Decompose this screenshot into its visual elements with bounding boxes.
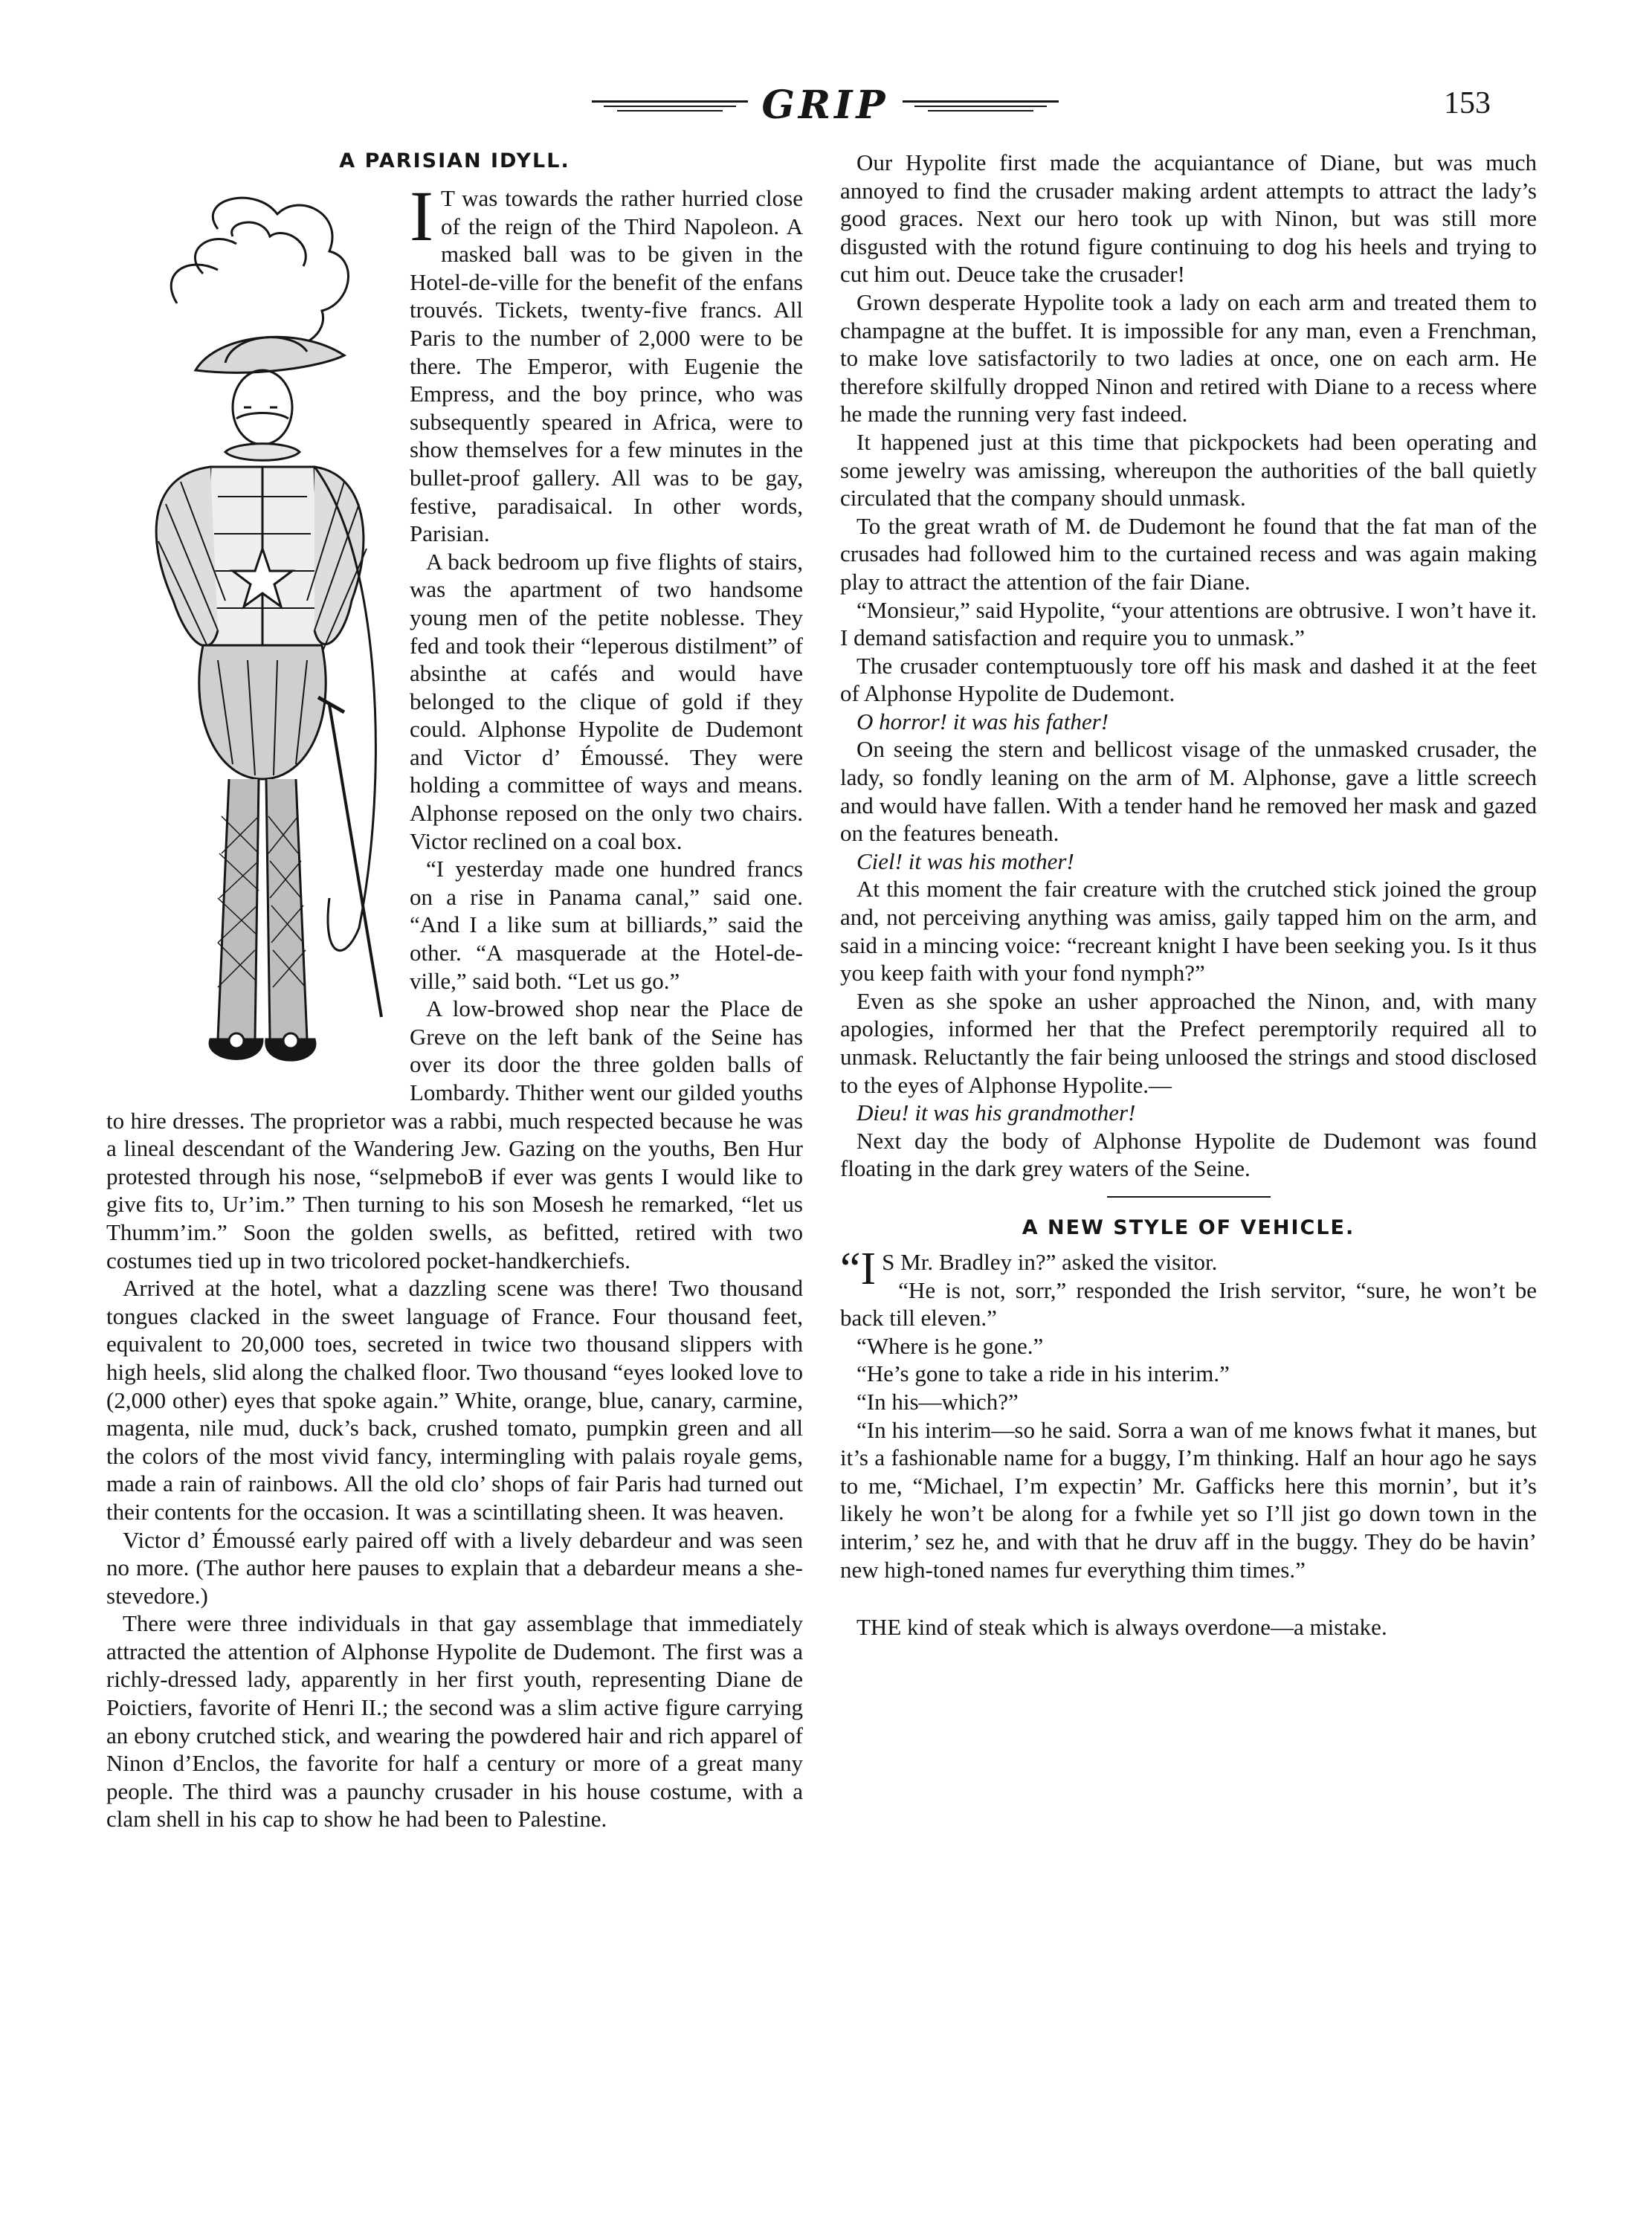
paragraph: It happened just at this time that pickpockets had been operating and some jewelry was amissing, whereupon the authorities of the ball quietly circulated that the company should unmask.: [840, 428, 1537, 511]
paragraph: Arrived at the hotel, what a dazzling scene was there! Two thousand tongues clacked in the sweet language of France. Four thousand feet, equivalent to 20,000 toes, secreted in twice two thousand slippers with high heels, slid along the chalked floor. Two thousand “eyes looked love to (2,000 other) eyes that spoke again.” White, orange, blue, canary, carmine, magenta, nile mud, duck’s back, crushed tomato, pumpkin green and all the colors of the most vivid fancy, intermingling with palais royale gems, made a rain of rainbows. All the old clo’ shops of fair Paris had turned out their contents for the occasion. It was a scintillating sheen. It was heaven.: [106, 1275, 803, 1525]
paragraph: Grown desperate Hypolite took a lady on each arm and treated them to champagne at the buffet. It is impossible for any man, even a Frenchman, to make love satisfactorily to two ladies at once, one on each arm. He therefore skilfully dropped Ninon and retired with Diane to a recess where he made the running very fast indeed.: [840, 288, 1537, 427]
paragraph: Even as she spoke an usher approached the Ninon, and, with many apologies, informed her that the Prefect peremptorily required all to unmask. Reluctantly the fair being unloosed the strings and stood disclosed to the eyes of Alphonse Hypolite.—: [840, 987, 1537, 1098]
right-column: [840, 149, 1537, 1641]
paragraph: Next day the body of Alphonse Hypolite de Dudemont was found floating in the dark grey waters of the Seine.: [840, 1127, 1537, 1182]
paragraph: On seeing the stern and bellicost visage of the unmasked crusader, the lady, so fondly leaning on the arm of M. Alphonse, gave a little screech and would have fallen. With a tender hand he removed her mask and gazed on the features beneath.: [840, 736, 1537, 847]
paragraph: “In his—which?”: [856, 1388, 1019, 1415]
masthead-title: GRIP: [761, 83, 889, 128]
left-column: [106, 149, 803, 1833]
paragraph: “He is not, sorr,” responded the Irish servitor, “sure, he won’t be back till eleven.”: [840, 1276, 1537, 1331]
exclamation-line: Dieu! it was his grandmother!: [856, 1100, 1136, 1126]
paragraph: Victor d’ Émoussé early paired off with a lively debardeur and was seen no more. (The author here pauses to explain that a debardeur means a she-stevedore.): [106, 1526, 803, 1609]
footer-text: kind of steak which is always overdone—a mistake.: [907, 1614, 1387, 1641]
article-title-parisian-idyll: A PARISIAN IDYLL.: [339, 149, 570, 172]
paragraph: “He’s gone to take a ride in his interim.”: [856, 1360, 1230, 1387]
paragraph: “Monsieur,” said Hypolite, “your attentions are obtrusive. I won’t have it. I demand satisfaction and require you to unmask.”: [840, 596, 1537, 651]
paragraph: The crusader contemptuously tore off his mask and dashed it at the feet of Alphonse Hypolite de Dudemont.: [840, 652, 1537, 707]
paragraph: A back bedroom up five flights of stairs, was the apartment of two handsome young men of the petite noblesse. They fed and took their “leperous distilment” of absinthe at cafés and would have belonged to the clique of gold if they could. Alphonse Hypolite de Dudemont and Victor d’ Émoussé. They were holding a committee of ways and means. Alphonse reposed on the only two chairs. Victor reclined on a coal box.: [410, 548, 803, 854]
paragraph: S Mr. Bradley in?” asked the visitor.: [882, 1248, 1218, 1275]
cavalier-illustration: [106, 184, 396, 1099]
footer-lead: THE: [856, 1614, 902, 1641]
masthead: [520, 83, 1130, 128]
paragraph: At this moment the fair creature with the crutched stick joined the group and, not perceiving anything was amiss, gaily tapped him on the arm, and said in a mincing voice: “recreant knight I have been seeking you. Is it thus you keep faith with your fond nymph?”: [840, 876, 1537, 987]
page-number: 153: [1444, 86, 1491, 120]
paragraph: “I yesterday made one hundred francs on a rise in Panama canal,” said one. “And I a like sum at billiards,” said the other. “A masquerade at the Hotel-de-ville,” said both. “Let us go.”: [410, 856, 803, 994]
paragraph: To the great wrath of M. de Dudemont he found that the fat man of the crusades had followed him to the curtained recess and was again making play to attract the attention of the fair Diane.: [840, 512, 1537, 595]
article-title-new-style-vehicle: A NEW STYLE OF VEHICLE.: [1022, 1215, 1355, 1239]
exclamation-line: Ciel! it was his mother!: [856, 847, 1074, 874]
exclamation-line: O horror! it was his father!: [856, 708, 1109, 734]
paragraph: T was towards the rather hurried close of the reign of the Third Napoleon. A masked ball was to be given in the Hotel-de-ville for the benefit of the enfans trouvés. Tickets, twenty-five francs. All Paris to the number of 2,000 were to be there. The Emperor, with Eugenie the Empress, and the boy prince, who was subsequently speared in Africa, were to show themselves for a few minutes in the bullet-proof gallery. All was to be gay, festive, paradisaical. In other words, Parisian.: [410, 185, 803, 547]
dropcap-letter: I: [410, 176, 433, 256]
paragraph: There were three individuals in that gay assemblage that immediately attracted the attention of Alphonse Hypolite de Dudemont. The first was a richly-dressed lady, apparently in her first youth, representing Diane de Poictiers, favorite of Henri II.; the second was a slim active figure carrying an ebony crutched stick, and wearing the powdered hair and rich apparel of Ninon d’Enclos, the favorite for half a century or more of a great many people. The third was a paunchy crusader in his house costume, with a clam shell in his cap to show he had been to Palestine.: [106, 1610, 803, 1833]
masthead-rule-left: [592, 100, 748, 112]
section-divider: [1107, 1196, 1271, 1198]
paragraph: A low-browed shop near the Place de Greve on the left bank of the Seine has over its door the three golden balls of Lombardy. Thither went our gilded youths to hire dresses. The proprietor was a rabbi, much respected because he was a lineal descendant of the Wandering Jew. Gazing on the youths, Ben Hur protested through his nose, “selpmeboB if ever was gents I would like to give fits to, Ur’im.” Then turning to his son Mosesh he remarked, “let us Thumm’im.” Soon the golden swells, as befitted, retired with two costumes tied up in two tricolored pocket-handkerchiefs.: [106, 995, 803, 1273]
paragraph: Our Hypolite first made the acquiantance of Diane, but was much annoyed to find the crusader making ardent attempts to attract the lady’s good graces. Next our hero took up with Ninon, but was still more disgusted with the rotund figure continuing to dog his heels and trying to cut him out. Deuce take the crusader!: [840, 149, 1537, 288]
paragraph: “Where is he gone.”: [856, 1332, 1044, 1359]
paragraph: “In his interim—so he said. Sorra a wan of me knows fwhat it manes, but it’s a fashionable name for a buggy, I’m thinking. Half an hour ago he says to me, “Michael, I’m expectin’ Mr. Gafficks here this mornin’, but it’s likely he won’t be along for a fwhile yet so I’ll jist go down town in the interim,’ sez he, and with that he druv aff in the buggy. They do be havin’ new high-toned names fur everything thim times.”: [840, 1416, 1537, 1583]
dropcap-letter: “I: [840, 1243, 877, 1294]
footer-quip: [840, 1613, 1537, 1641]
masthead-rule-right: [903, 100, 1059, 112]
